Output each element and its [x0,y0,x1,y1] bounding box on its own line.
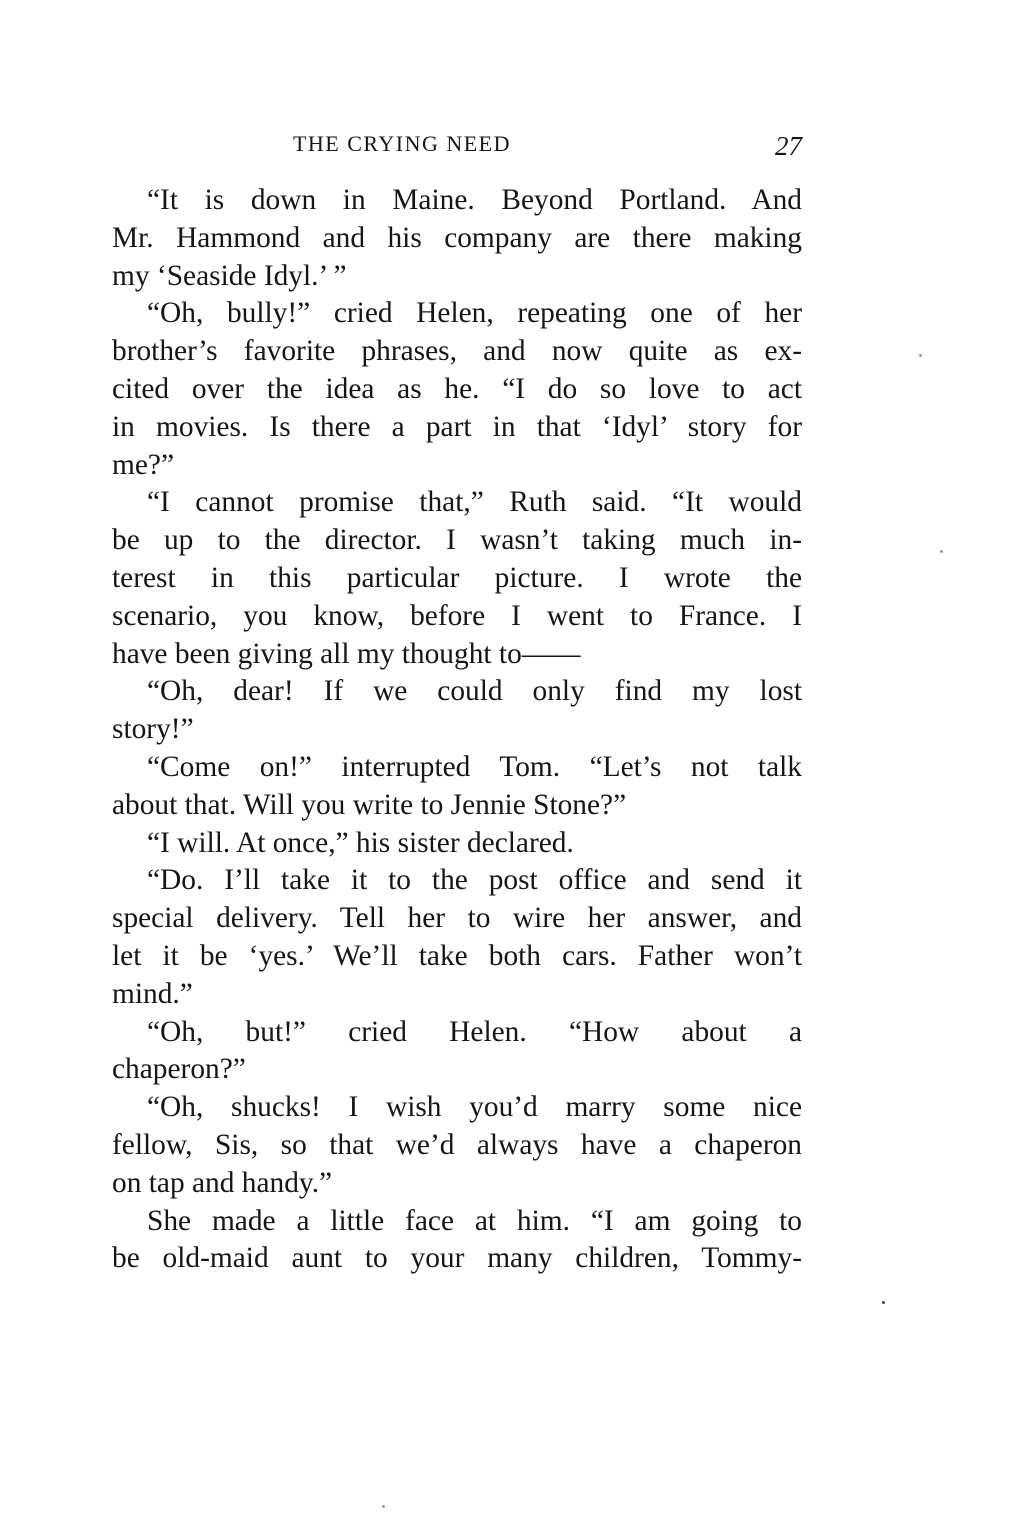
text-body [112,182,802,1278]
text-line: mind.” [112,977,193,1010]
text-line: on tap and handy.” [112,1166,333,1199]
text-line: “I cannot promise that,” Ruth said. “It would [147,486,802,519]
text-line: about that. Will you write to Jennie Stone?” [112,788,627,821]
text-line: let it be ‘yes.’ We’ll take both cars. Father won’t [112,939,802,972]
text-line: me?” [112,448,174,481]
text-line: Mr. Hammond and his company are there making [112,221,802,254]
text-line: chaperon?” [112,1053,246,1086]
text-line: “It is down in Maine. Beyond Portland. And [147,184,802,216]
text-line: scenario, you know, before I went to France. I [112,599,802,632]
text-line: story!” [112,713,194,746]
text-line: “Oh, bully!” cried Helen, repeating one of her [147,297,802,330]
text-line: “I will. At once,” his sister declared. [147,826,574,859]
text-line: special delivery. Tell her to wire her answer, and [112,902,802,935]
text-line: have been giving all my thought to—— [112,637,581,670]
text-line: “Oh, but!” cried Helen. “How about a [147,1015,802,1048]
text-line: brother’s favorite phrases, and now quite as ex- [112,335,802,368]
paper-speck [382,1505,385,1508]
paper-speck [919,354,922,357]
text-line: my ‘Seaside Idyl.’ ” [112,259,347,292]
text-line: “Do. I’ll take it to the post office and send it [147,864,802,897]
text-line: terest in this particular picture. I wrote the [112,561,802,594]
paper-speck [882,1301,885,1304]
running-title: THE CRYING NEED [292,131,512,156]
running-head [112,128,802,160]
text-line: “Come on!” interrupted Tom. “Let’s not talk [147,750,802,783]
paper-speck [940,550,943,553]
text-line: in movies. Is there a part in that ‘Idyl’ story for [112,410,802,443]
text-line: be old-maid aunt to your many children, Tommy- [112,1242,802,1275]
text-line: be up to the director. I wasn’t taking much in- [112,524,802,557]
text-line: She made a little face at him. “I am going to [147,1204,802,1237]
page-number: 27 [775,131,802,161]
text-line: fellow, Sis, so that we’d always have a chaperon [112,1128,802,1161]
text-line: “Oh, shucks! I wish you’d marry some nice [147,1091,802,1124]
text-line: “Oh, dear! If we could only find my lost [147,675,802,708]
text-line: cited over the idea as he. “I do so love to act [112,372,802,405]
